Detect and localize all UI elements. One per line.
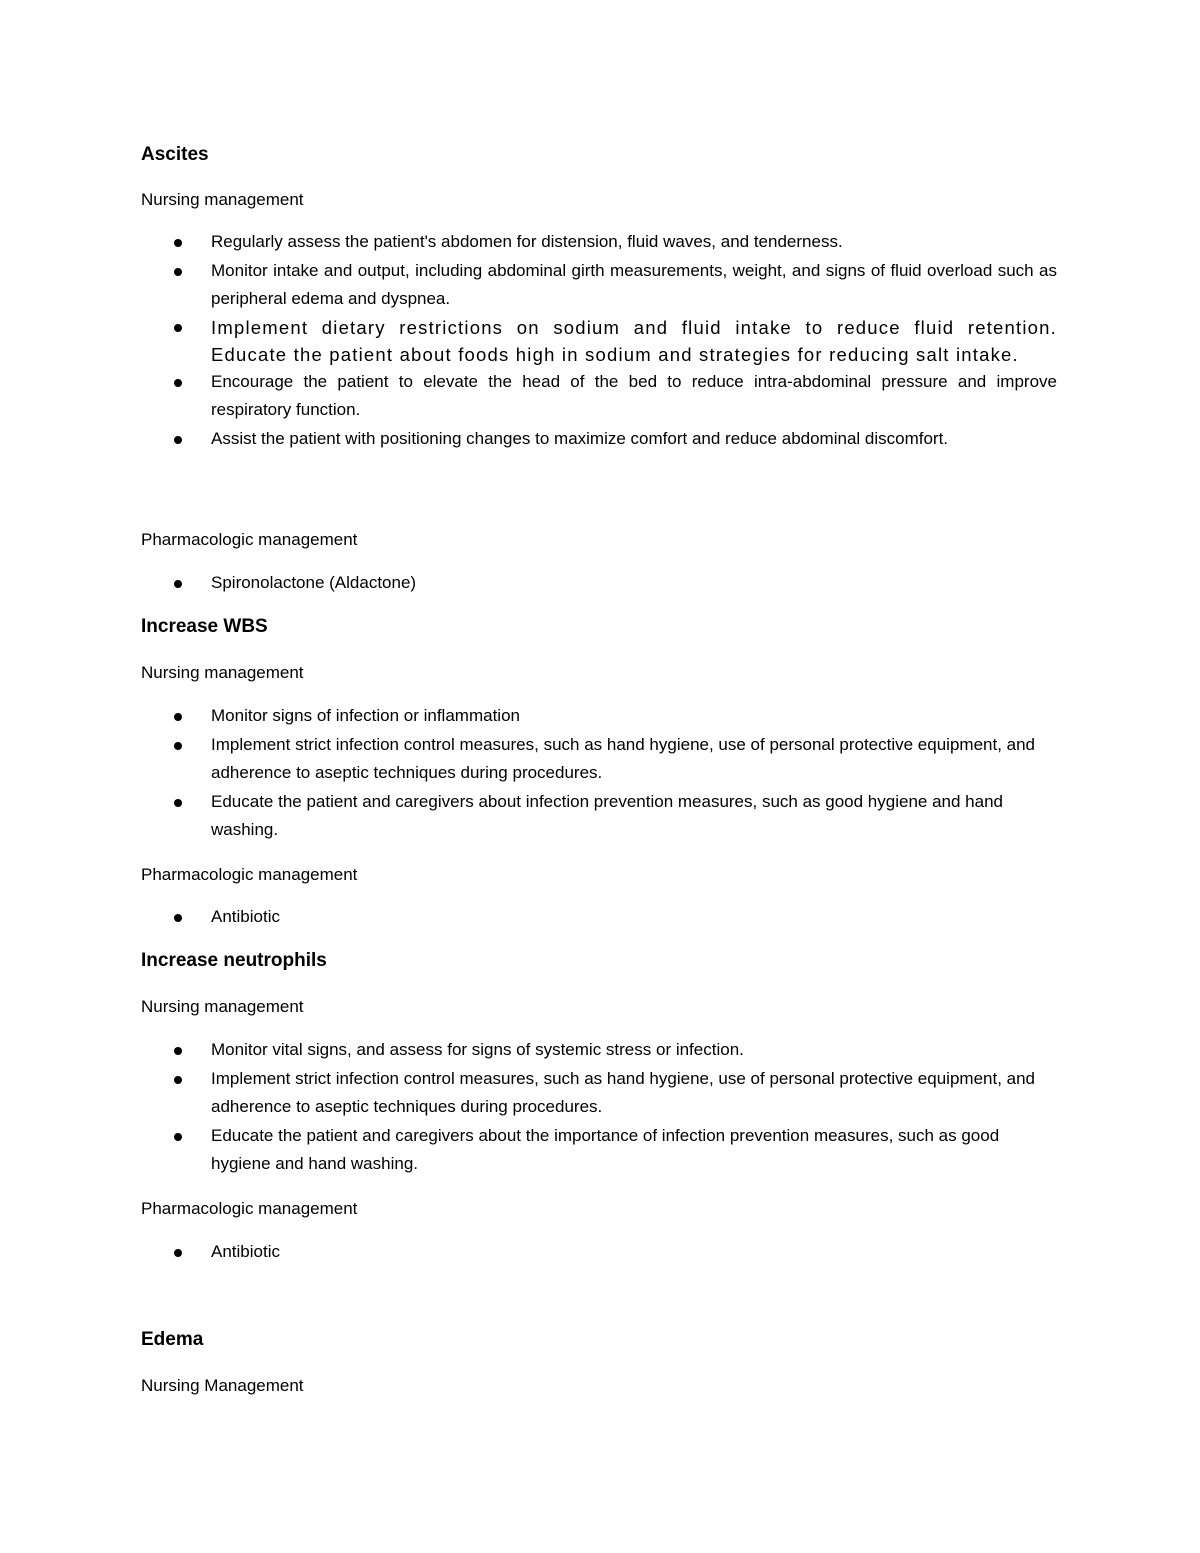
bullet-icon <box>174 1047 182 1055</box>
list-item: Encourage the patient to elevate the head of the bed to reduce intra-abdominal pressure and improve respiratory function. <box>0 368 1057 425</box>
list-item: Spironolactone (Aldactone) <box>0 569 1057 598</box>
list-item: Implement strict infection control measures, such as hand hygiene, use of personal protective equipment, and adherence to aseptic techniques during procedures. <box>0 731 1057 788</box>
pharmacologic-management-label: Pharmacologic management <box>141 1199 358 1218</box>
bullet-icon <box>174 268 182 276</box>
wbs-nursing-list <box>0 702 1200 845</box>
ascites-nursing-list <box>0 228 1200 453</box>
bullet-icon <box>174 914 182 922</box>
list-item: Implement dietary restrictions on sodium and fluid intake to reduce fluid retention. Educate the patient about foods high in sodium and strategies for reducing salt intake. <box>0 314 1057 368</box>
bullet-icon <box>174 799 182 807</box>
list-item: Monitor vital signs, and assess for signs of systemic stress or infection. <box>0 1036 1057 1065</box>
list-item: Antibiotic <box>0 903 1057 932</box>
nursing-management-label: Nursing management <box>141 663 304 682</box>
list-item: Monitor intake and output, including abdominal girth measurements, weight, and signs of fluid overload such as peripheral edema and dyspnea. <box>0 257 1057 314</box>
section-title-increase-neutrophils: Increase neutrophils <box>141 950 327 971</box>
neutrophils-nursing-list <box>0 1036 1200 1179</box>
bullet-icon <box>174 379 182 387</box>
list-item: Implement strict infection control measures, such as hand hygiene, use of personal protective equipment, and adherence to aseptic techniques during procedures. <box>0 1065 1057 1122</box>
pharmacologic-management-label: Pharmacologic management <box>141 865 358 884</box>
bullet-icon <box>174 239 182 247</box>
neutrophils-pharm-list <box>0 1238 1200 1267</box>
bullet-icon <box>174 742 182 750</box>
section-title-edema: Edema <box>141 1329 204 1350</box>
bullet-icon <box>174 1133 182 1141</box>
list-item: Educate the patient and caregivers about infection prevention measures, such as good hygiene and hand washing. <box>0 788 1057 845</box>
bullet-icon <box>174 1076 182 1084</box>
bullet-icon <box>174 1249 182 1257</box>
nursing-management-label: Nursing management <box>141 190 304 209</box>
bullet-icon <box>174 713 182 721</box>
wbs-pharm-list <box>0 903 1200 932</box>
bullet-icon <box>174 324 182 332</box>
bullet-icon <box>174 580 182 588</box>
pharmacologic-management-label: Pharmacologic management <box>141 530 358 549</box>
list-item: Antibiotic <box>0 1238 1057 1267</box>
ascites-pharm-list <box>0 569 1200 598</box>
section-title-ascites: Ascites <box>141 144 209 165</box>
list-item: Regularly assess the patient's abdomen for distension, fluid waves, and tenderness. <box>0 228 1057 257</box>
list-item: Monitor signs of infection or inflammation <box>0 702 1057 731</box>
bullet-icon <box>174 436 182 444</box>
section-title-increase-wbs: Increase WBS <box>141 616 268 637</box>
nursing-management-label: Nursing management <box>141 997 304 1016</box>
list-item: Educate the patient and caregivers about the importance of infection prevention measures, such as good hygiene and hand washing. <box>0 1122 1057 1179</box>
nursing-management-label: Nursing Management <box>141 1376 304 1395</box>
list-item: Assist the patient with positioning changes to maximize comfort and reduce abdominal discomfort. <box>0 425 1057 454</box>
